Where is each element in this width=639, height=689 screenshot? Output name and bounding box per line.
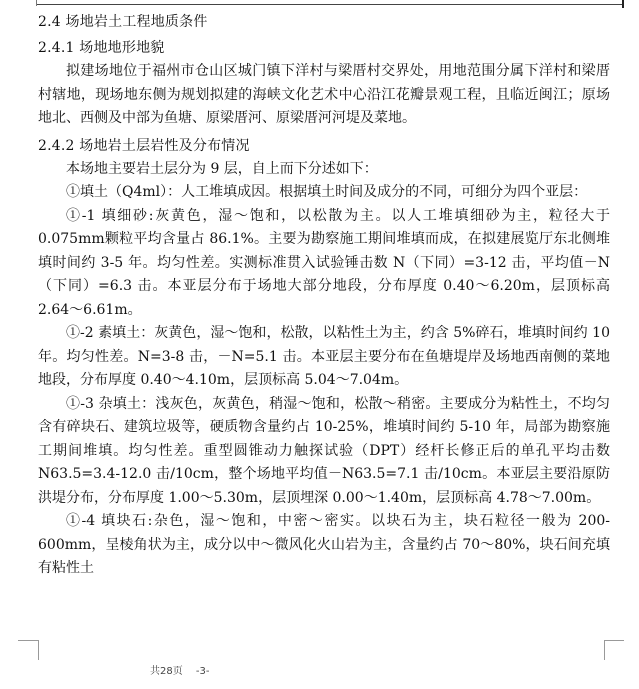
subsection-heading-strata: 2.4.2 场地岩土层岩性及分布情况 xyxy=(38,137,250,154)
page-corner-mark-bottom-left xyxy=(38,640,39,660)
paragraph-fill-sublayer-3: ①-3 杂填土：浅灰色，灰黄色，稍湿～饱和，松散～稍密。主要成分为粘性土，不均匀含有碎块石、建筑垃圾等，硬质物含量约占 10-25%，堆填时间约 5-10 年，局部为勘察施工期间堆填。均匀性差。重型圆锥动力触探试验（DPT）经杆长修正后的单孔平均击数 N63.5=3.4-12.0 击/10cm，整个场地平均值－N63.5=7.1 击/10cm。本亚层主要沿原防洪堤分布，分布厚度 1.00～5.30m，层顶埋深 0.00～1.40m，层顶标高 4.78～7.00m。 xyxy=(38,395,610,506)
section-heading: 2.4 场地岩土工程地质条件 xyxy=(38,14,208,30)
paragraph-fill-sublayer-2: ①-2 素填土：灰黄色，湿～饱和，松散，以粘性土为主，约含 5%碎石，堆填时间约 10 年。均匀性差。N=3-8 击，－N=5.1 击。本亚层主要分布在鱼塘堤岸及场地西南侧的菜地地段，分布厚度 0.40～4.10m，层顶标高 5.04～7.04m。 xyxy=(38,325,610,388)
page-corner-mark-bottom-left-h xyxy=(18,640,38,641)
page-corner-mark-bottom-right xyxy=(604,640,605,660)
paragraph-fill-sublayer-4: ①-4 填块石:杂色，湿～饱和，中密～密实。以块石为主，块石粒径一般为 200-600mm，呈棱角状为主，成分以中～微风化火山岩为主，含量约占 70～80%，块石间充填有粘性土 xyxy=(38,513,610,576)
subsection-heading-terrain: 2.4.1 场地地形地貌 xyxy=(38,40,165,56)
paragraph-fill-layer: ①填土（Q4ml）：人工堆填成因。根据填土时间及成分的不同，可细分为四个亚层： xyxy=(66,184,588,200)
page-top-corner-mark xyxy=(622,0,624,8)
page-footer xyxy=(150,662,220,677)
total-pages-label: 共28页 xyxy=(150,666,183,677)
page-corner-mark-bottom-right-h xyxy=(604,640,624,641)
page-number: -3- xyxy=(195,666,210,677)
paragraph-fill-sublayer-1: ①-1 填细砂:灰黄色，湿～饱和，以松散为主。以人工堆填细砂为主，粒径大于 0.075mm颗粒平均含量占 86.1%。主要为勘察施工期间堆填而成，在拟建展览厅东北侧堆填时间约 3-5 年。均匀性差。实测标准贯入试验锤击数 N（下同）=3-12 击，平均值－N（下同）=6.3 击。本亚层分布于场地大部分地段，分布厚度 0.40～6.20m，层顶标高 2.64～6.61m。 xyxy=(38,207,610,318)
paragraph-terrain: 拟建场地位于福州市仓山区城门镇下洋村与梁厝村交界处，用地范围分属下洋村和梁厝村辖地，现场地东侧为规划拟建的海峡文化艺术中心沿江花瓣景观工程，且临近闽江；原场地北、西侧及中部为鱼塘、原梁厝河、原梁厝河河堤及菜地。 xyxy=(38,63,610,126)
document-body xyxy=(38,10,610,581)
page-top-border xyxy=(36,0,624,5)
page-left-edge-mark xyxy=(36,0,37,6)
paragraph-strata-intro: 本场地主要岩土层分为 9 层，自上而下分述如下： xyxy=(66,160,378,177)
